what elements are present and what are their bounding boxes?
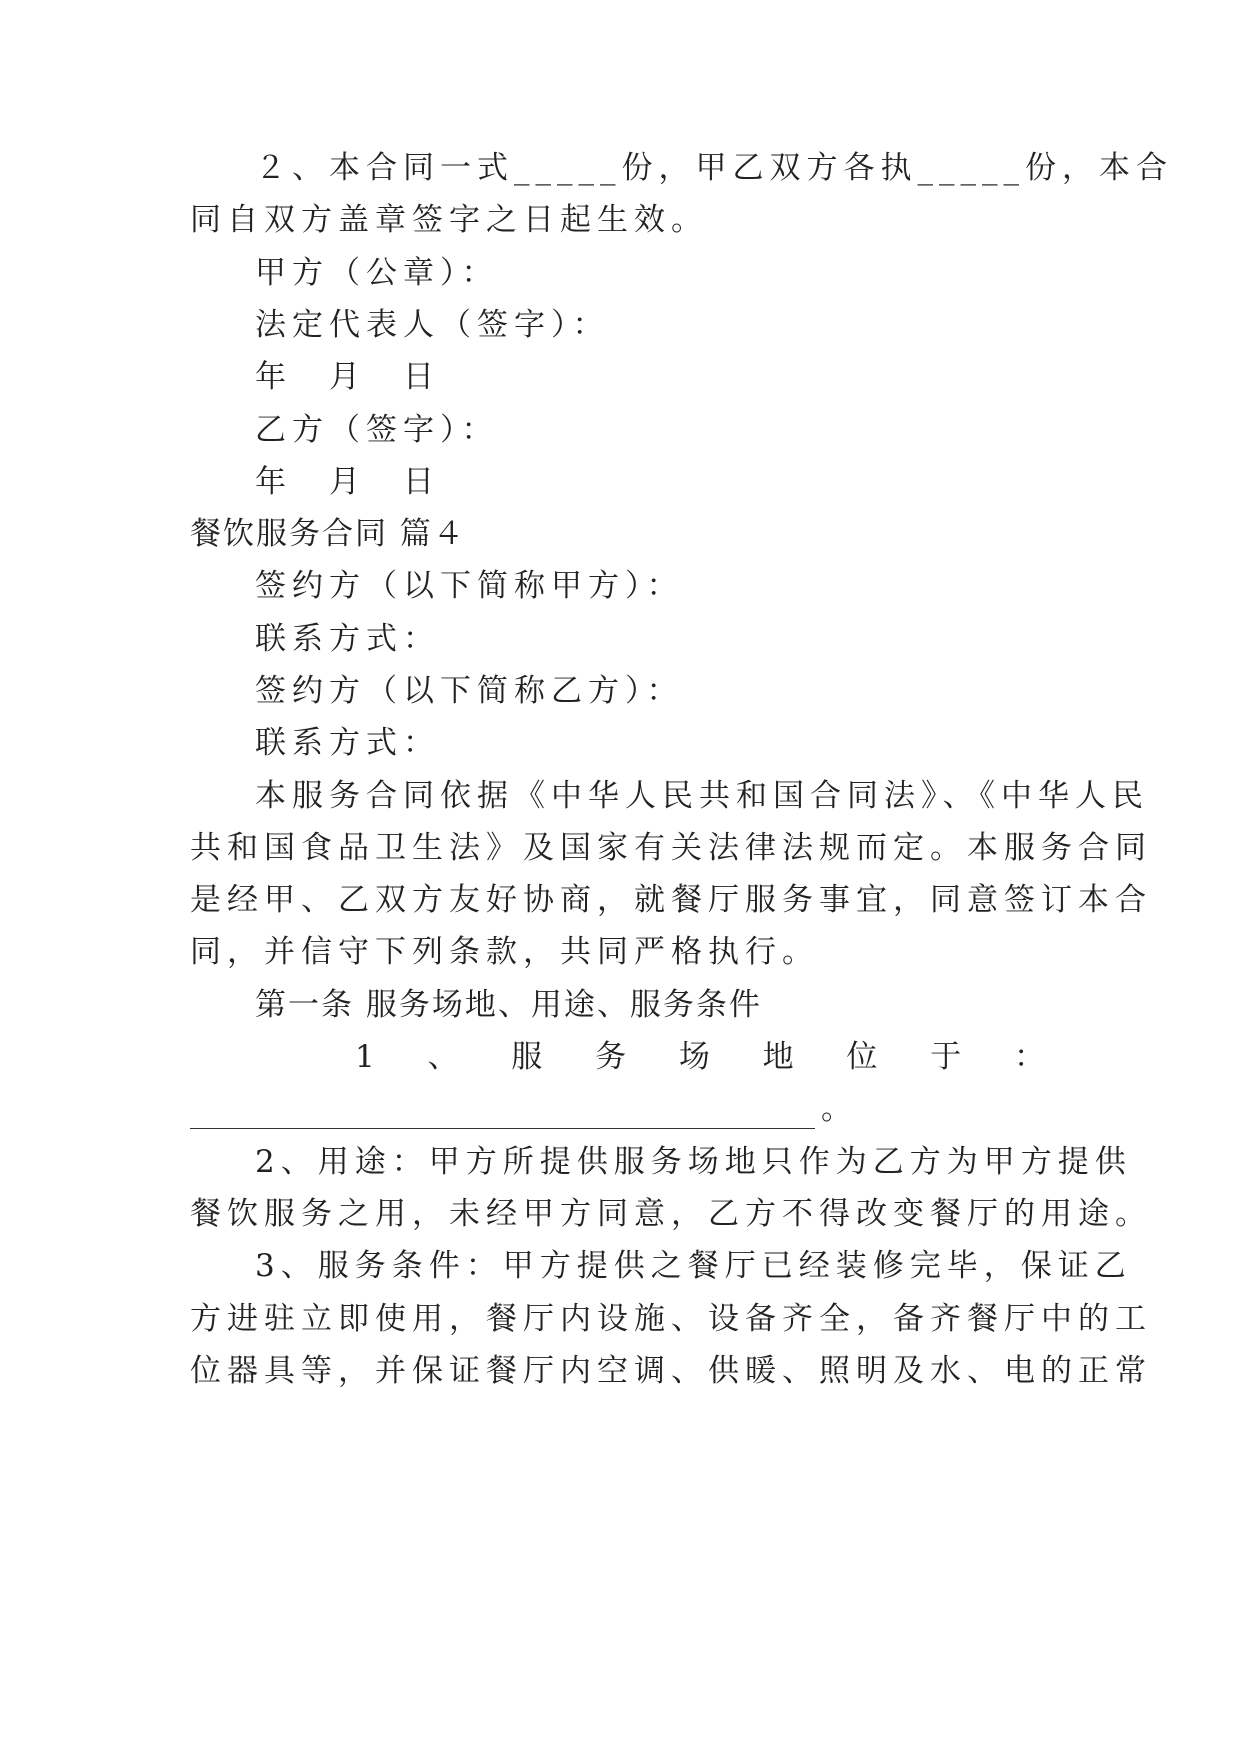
paragraph-line: 餐饮服务之用，未经甲方同意，乙方不得改变餐厅的用途。 [190, 1196, 1152, 1232]
article-heading: 第一条 服务场地、用途、服务条件 [255, 987, 762, 1023]
clause-1-word: 于 [930, 1039, 962, 1075]
clause-1-word: 1 [355, 1039, 375, 1075]
paragraph-line: 3、服务条件：甲方提供之餐厅已经装修完毕，保证乙 [255, 1248, 1132, 1284]
party-a-seal-line: 甲方（公章）： [255, 255, 499, 291]
clause-1-word: 场 [678, 1039, 710, 1075]
paragraph-line: 同，并信守下列条款，共同严格执行。 [190, 934, 819, 970]
blank-fill-line [190, 1089, 1050, 1129]
section-heading: 餐饮服务合同 篇４ [190, 516, 466, 552]
party-a-line: 签约方（以下简称甲方）： [255, 568, 684, 604]
party-b-signature-line: 乙方（签字）： [255, 412, 499, 448]
contact-line: 联系方式： [255, 621, 440, 657]
clause-1-word: 务 [595, 1039, 627, 1075]
clause-1-word: 地 [762, 1039, 794, 1075]
paragraph-line: 2、用途：甲方所提供服务场地只作为乙方为甲方提供 [255, 1144, 1132, 1180]
clause-1-word: 服 [511, 1039, 543, 1075]
clause-1-word: 、 [427, 1039, 459, 1075]
blank-end-mark: 。 [821, 1091, 858, 1127]
date-line: 年 月 日 [255, 359, 440, 395]
party-b-line: 签约方（以下简称乙方）： [255, 673, 684, 709]
blank-underline [190, 1102, 815, 1129]
paragraph-line: 是经甲、乙双方友好协商，就餐厅服务事宜，同意签订本合 [190, 882, 1152, 918]
clause-1-word: 位 [846, 1039, 878, 1075]
paragraph-line: 本服务合同依据《中华人民共和国合同法》、《中华人民 [255, 778, 1149, 814]
paragraph-line: 共和国食品卫生法》及国家有关法律法规而定。本服务合同 [190, 830, 1152, 866]
legal-rep-signature-line: 法定代表人（签字）： [255, 307, 610, 343]
clause-1-line [355, 1037, 1045, 1077]
contact-line: 联系方式： [255, 725, 440, 761]
clause-1-word: ： [1013, 1039, 1045, 1075]
paragraph-line: 方进驻立即使用，餐厅内设施、设备齐全，备齐餐厅中的工 [190, 1301, 1152, 1337]
date-line: 年 月 日 [255, 464, 440, 500]
paragraph-line: ２、本合同一式_____份，甲乙双方各执_____份，本合 [255, 150, 1173, 186]
paragraph-line: 同自双方盖章签字之日起生效。 [190, 202, 708, 238]
paragraph-line: 位器具等，并保证餐厅内空调、供暖、照明及水、电的正常 [190, 1353, 1152, 1389]
